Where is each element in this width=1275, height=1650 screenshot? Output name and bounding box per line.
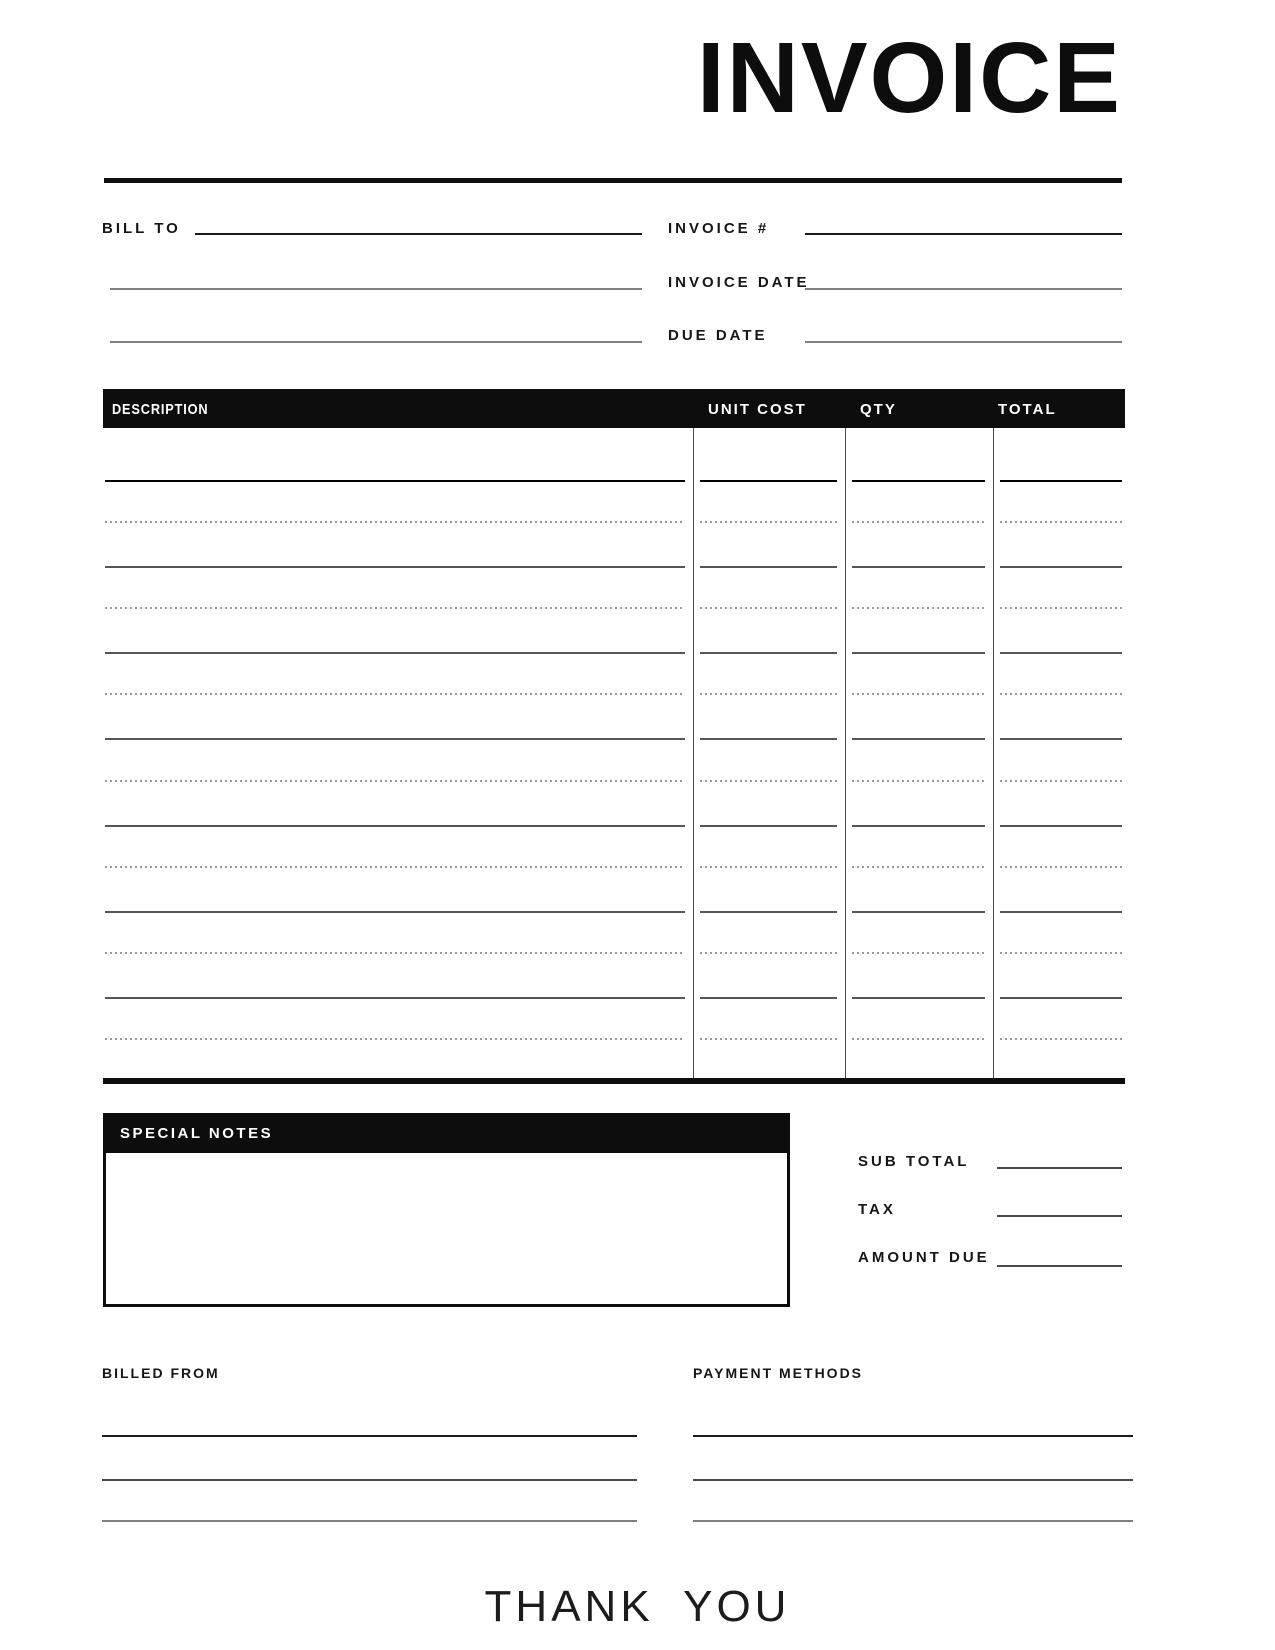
column-header-qty: QTY [860,401,897,418]
item-row-5-qty-field[interactable] [852,616,985,654]
item-row-13-qty-field[interactable] [852,961,985,999]
item-row-9-description-field[interactable] [105,789,685,827]
item-row-10-total-field[interactable] [1000,832,1122,868]
tax-field[interactable] [997,1182,1122,1217]
table-bottom-rule [103,1078,1125,1084]
item-row-8-qty-field[interactable] [852,746,985,782]
item-row-1-unit-cost-field[interactable] [700,444,837,482]
item-row-10-description-field[interactable] [105,832,685,868]
due-date-field[interactable] [805,306,1122,343]
invoice-date-field[interactable] [805,253,1122,290]
item-row-3-description-field[interactable] [105,530,685,568]
item-row-3-qty-field[interactable] [852,530,985,568]
item-row-12-total-field[interactable] [1000,918,1122,954]
amount-due-label: AMOUNT DUE [858,1249,990,1266]
special-notes-box [103,1153,790,1307]
item-row-5-description-field[interactable] [105,616,685,654]
item-row-4-description-field[interactable] [105,573,685,609]
item-row-6-unit-cost-field[interactable] [700,659,837,695]
amount-due-field[interactable] [997,1232,1122,1267]
item-row-11-unit-cost-field[interactable] [700,875,837,913]
item-row-1-description-field[interactable] [105,444,685,482]
item-row-6-description-field[interactable] [105,659,685,695]
item-row-6-qty-field[interactable] [852,659,985,695]
item-row-9-unit-cost-field[interactable] [700,789,837,827]
item-row-13-total-field[interactable] [1000,961,1122,999]
item-row-4-unit-cost-field[interactable] [700,573,837,609]
column-header-description: DESCRIPTION [112,401,209,418]
bill-to-label: BILL TO [102,220,181,237]
invoice-number-field[interactable] [805,198,1122,235]
items-table-header [103,389,1125,428]
item-row-8-description-field[interactable] [105,746,685,782]
sub-total-label: SUB TOTAL [858,1153,970,1170]
bill-to-line-3[interactable] [110,306,642,343]
invoice-number-label: INVOICE # [668,220,770,237]
item-row-2-total-field[interactable] [1000,487,1122,523]
item-row-7-total-field[interactable] [1000,702,1122,740]
item-row-8-unit-cost-field[interactable] [700,746,837,782]
thank-you-text: THANK YOU [484,1582,791,1631]
item-row-12-qty-field[interactable] [852,918,985,954]
item-row-9-total-field[interactable] [1000,789,1122,827]
item-row-8-total-field[interactable] [1000,746,1122,782]
special-notes-header [103,1113,790,1153]
special-notes-input[interactable] [106,1153,787,1304]
item-row-10-qty-field[interactable] [852,832,985,868]
due-date-label: DUE DATE [668,327,768,344]
item-row-10-unit-cost-field[interactable] [700,832,837,868]
billed-from-line-2[interactable] [102,1445,637,1481]
payment-methods-label: PAYMENT METHODS [693,1365,864,1381]
item-row-11-description-field[interactable] [105,875,685,913]
column-divider-2 [845,428,846,1078]
payment-methods-line-1[interactable] [693,1401,1133,1437]
sub-total-field[interactable] [997,1134,1122,1169]
item-row-14-unit-cost-field[interactable] [700,1004,837,1040]
item-row-9-qty-field[interactable] [852,789,985,827]
column-header-unit-cost: UNIT COST [708,401,807,418]
column-header-total: TOTAL [998,401,1057,418]
item-row-4-total-field[interactable] [1000,573,1122,609]
item-row-14-qty-field[interactable] [852,1004,985,1040]
tax-label: TAX [858,1201,896,1218]
item-row-5-unit-cost-field[interactable] [700,616,837,654]
payment-methods-line-2[interactable] [693,1445,1133,1481]
header-divider [104,178,1122,183]
item-row-7-description-field[interactable] [105,702,685,740]
invoice-date-label: INVOICE DATE [668,274,810,291]
item-row-11-total-field[interactable] [1000,875,1122,913]
item-row-3-unit-cost-field[interactable] [700,530,837,568]
column-divider-3 [993,428,994,1078]
item-row-7-unit-cost-field[interactable] [700,702,837,740]
item-row-1-total-field[interactable] [1000,444,1122,482]
item-row-13-unit-cost-field[interactable] [700,961,837,999]
item-row-12-description-field[interactable] [105,918,685,954]
item-row-7-qty-field[interactable] [852,702,985,740]
item-row-2-qty-field[interactable] [852,487,985,523]
item-row-13-description-field[interactable] [105,961,685,999]
item-row-1-qty-field[interactable] [852,444,985,482]
item-row-2-description-field[interactable] [105,487,685,523]
item-row-2-unit-cost-field[interactable] [700,487,837,523]
item-row-6-total-field[interactable] [1000,659,1122,695]
column-divider-1 [693,428,694,1078]
billed-from-line-1[interactable] [102,1401,637,1437]
page-title: INVOICE [696,22,1122,134]
item-row-5-total-field[interactable] [1000,616,1122,654]
item-row-14-total-field[interactable] [1000,1004,1122,1040]
item-row-4-qty-field[interactable] [852,573,985,609]
special-notes-label: SPECIAL NOTES [120,1125,274,1142]
bill-to-line-1[interactable] [195,198,642,235]
billed-from-label: BILLED FROM [102,1365,220,1381]
item-row-11-qty-field[interactable] [852,875,985,913]
bill-to-line-2[interactable] [110,253,642,290]
item-row-14-description-field[interactable] [105,1004,685,1040]
payment-methods-line-3[interactable] [693,1486,1133,1522]
item-row-3-total-field[interactable] [1000,530,1122,568]
item-row-12-unit-cost-field[interactable] [700,918,837,954]
billed-from-line-3[interactable] [102,1486,637,1522]
